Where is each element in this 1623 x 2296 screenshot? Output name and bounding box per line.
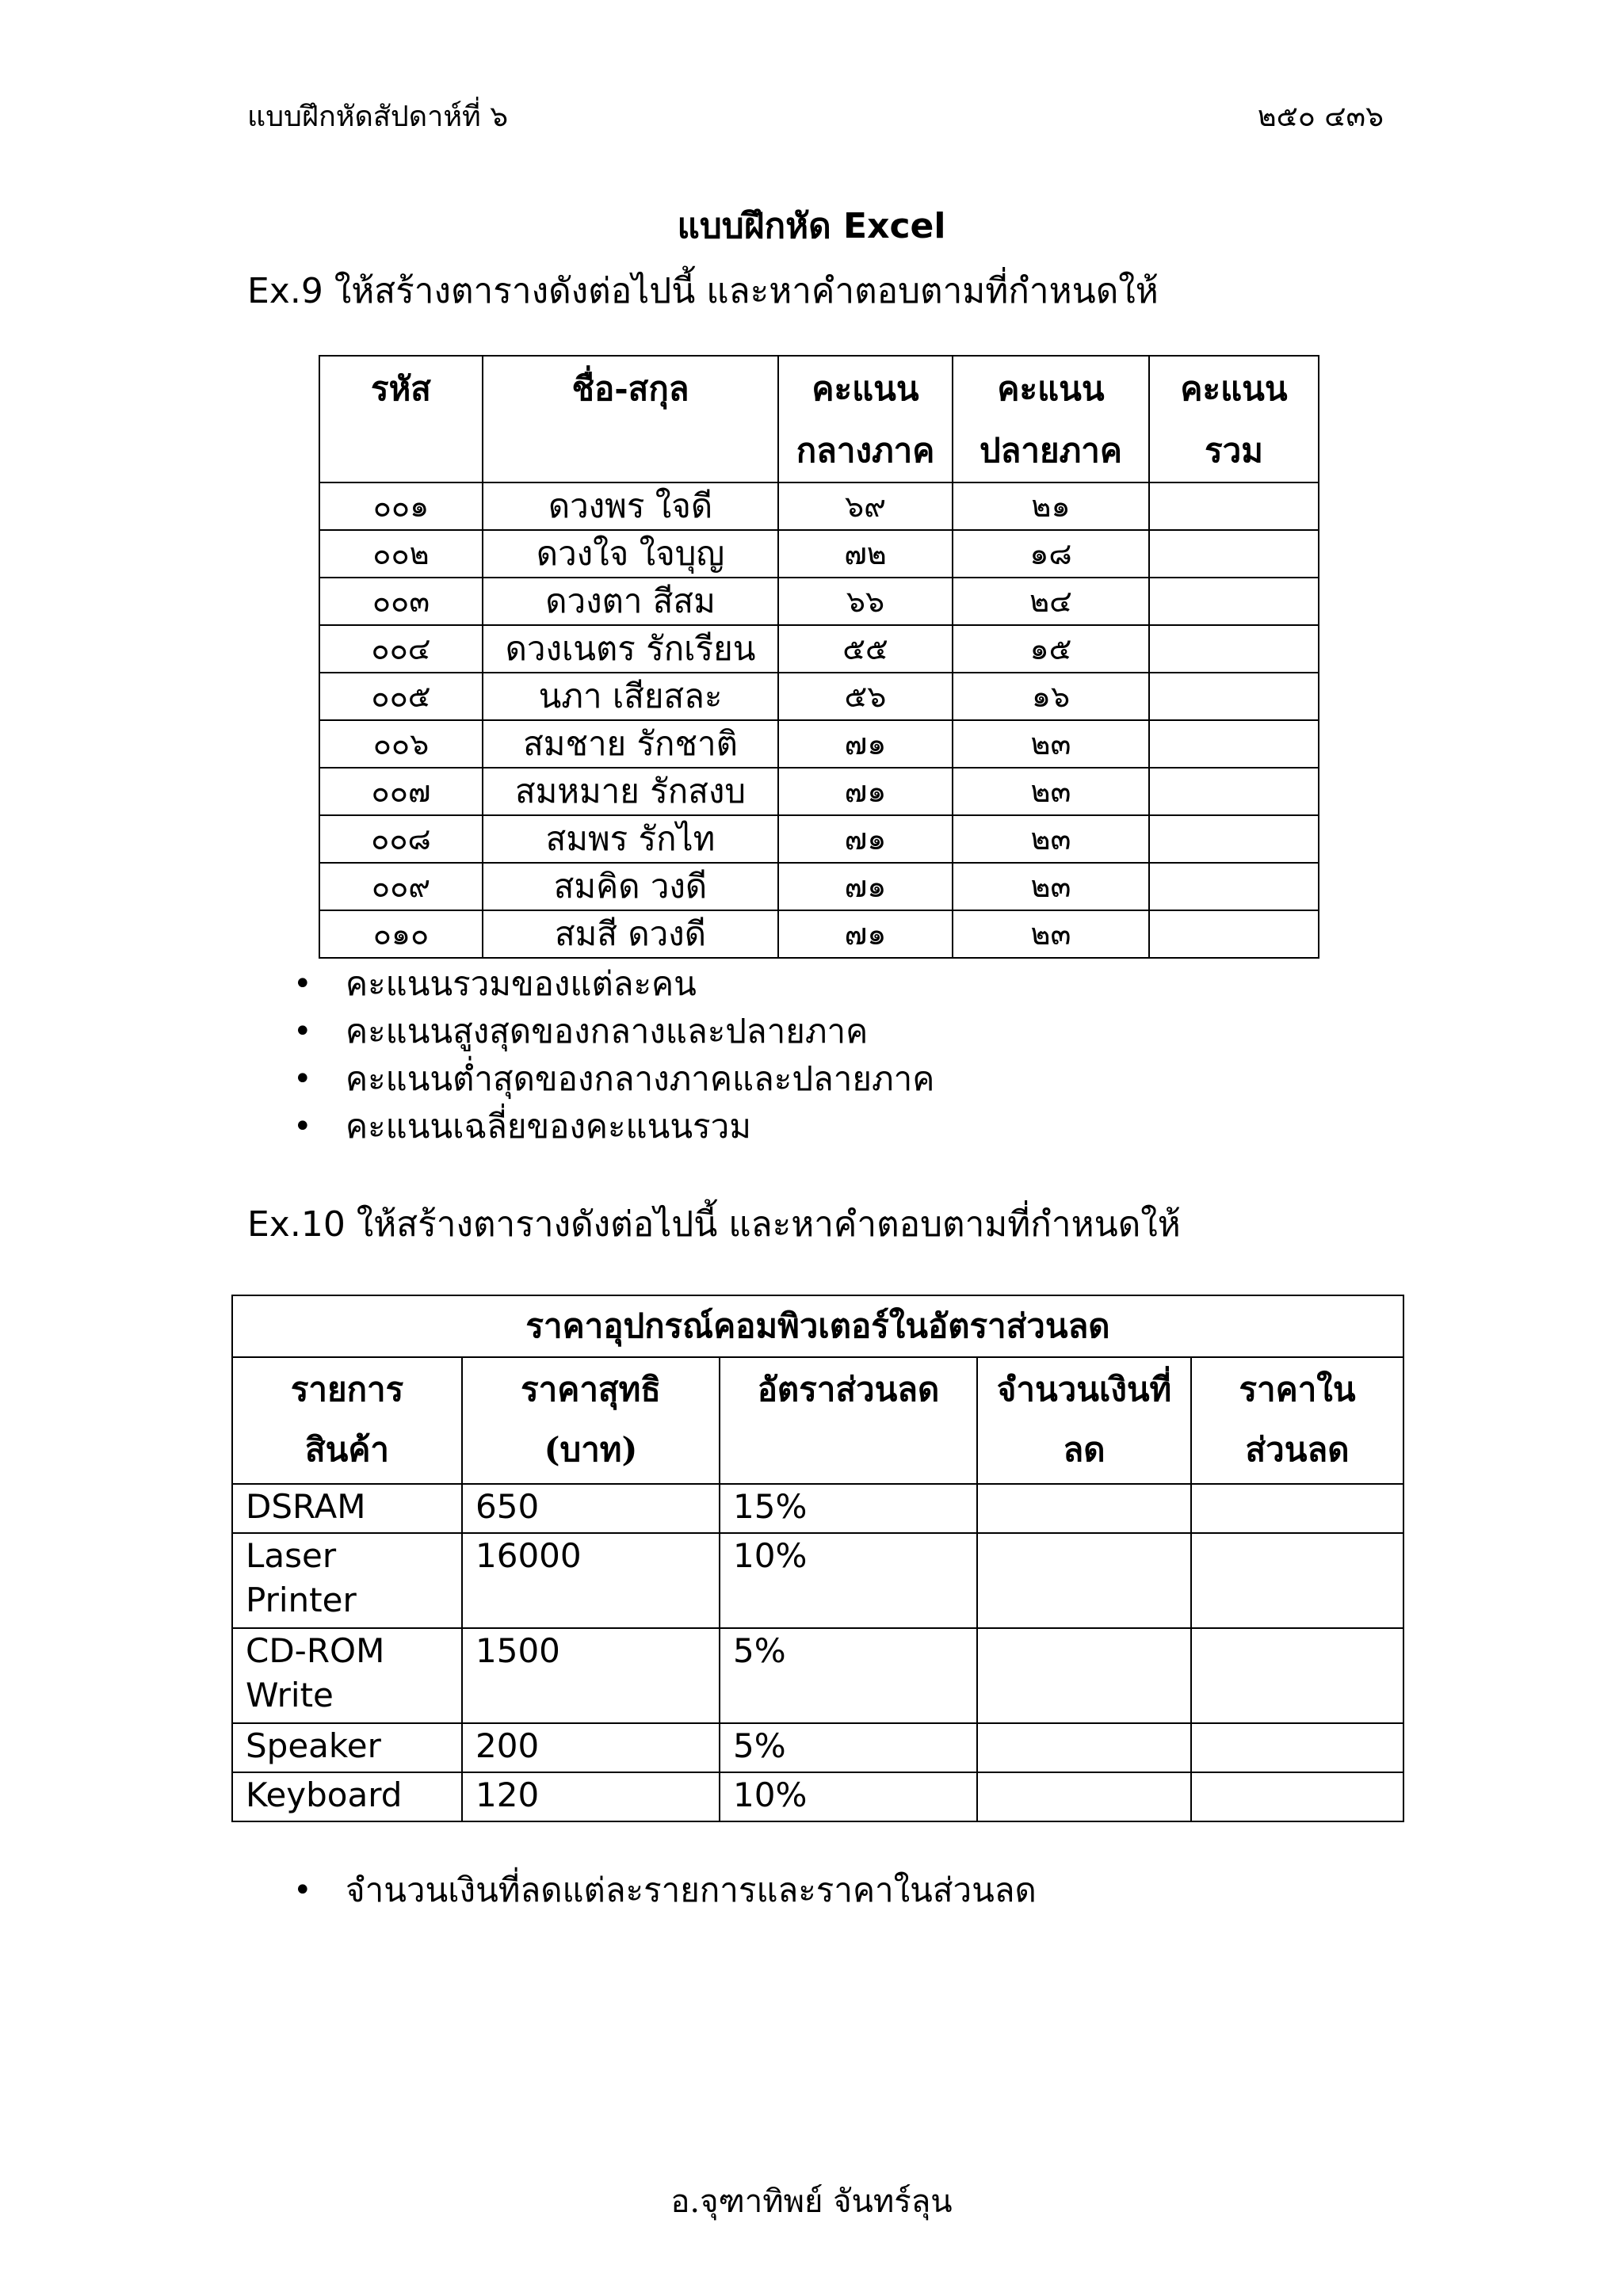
student-id: ๐๐๙	[319, 863, 483, 910]
table-row	[319, 910, 1319, 958]
total-score	[1149, 530, 1319, 578]
discount-rate: 10%	[720, 1533, 977, 1628]
discount-rate: 5%	[720, 1628, 977, 1723]
table-row	[232, 1533, 1403, 1628]
discount-amount	[977, 1723, 1191, 1772]
final-score: ๒๑	[953, 482, 1149, 530]
final-score: ๒๓	[953, 815, 1149, 863]
item-name	[232, 1723, 462, 1772]
student-name: ดวงตา สีสม	[483, 578, 778, 625]
student-name: ดวงใจ ใจบุญ	[483, 530, 778, 578]
student-id: ๐๐๗	[319, 768, 483, 815]
final-score: ๑๘	[953, 530, 1149, 578]
final-score: ๑๖	[953, 673, 1149, 720]
total-score	[1149, 910, 1319, 958]
list-item: • คะแนนต่ำสุดของกลางภาคและปลายภาค	[293, 1055, 934, 1103]
final-score: ๒๓	[953, 863, 1149, 910]
net-price: 120	[462, 1772, 720, 1821]
header-line: ราคาสุทธิ	[521, 1370, 661, 1409]
table-row	[319, 625, 1319, 673]
total-score	[1149, 863, 1319, 910]
table-row	[319, 673, 1319, 720]
net-price: 650	[462, 1484, 720, 1533]
footer-author: อ.จุฑาทิพย์ จันทร์ลุน	[670, 2183, 953, 2220]
list-item: • คะแนนเฉลี่ยของคะแนนรวม	[293, 1103, 934, 1150]
midterm-score: ๗๑	[778, 768, 953, 815]
table-row	[319, 863, 1319, 910]
midterm-score: ๗๒	[778, 530, 953, 578]
table-row	[232, 1772, 1403, 1821]
total-score	[1149, 815, 1319, 863]
ex10-col-header	[1191, 1357, 1403, 1484]
header-course-code: ๒๕๐ ๔๓๖	[1257, 101, 1384, 133]
item-name-line: Write	[246, 1676, 334, 1714]
final-score: ๒๓	[953, 720, 1149, 768]
discount-rate: 5%	[720, 1723, 977, 1772]
student-id: ๐๑๐	[319, 910, 483, 958]
ex10-header-row	[232, 1357, 1403, 1484]
total-score	[1149, 720, 1319, 768]
final-score: ๒๓	[953, 910, 1149, 958]
midterm-score: ๖๖	[778, 578, 953, 625]
student-name: นภา เสียสละ	[483, 673, 778, 720]
discounted-price	[1191, 1533, 1403, 1628]
item-name-line: DSRAM	[246, 1487, 366, 1526]
student-name: ดวงพร ใจดี	[483, 482, 778, 530]
header-line: คะแนน	[997, 369, 1105, 408]
student-name: สมชาย รักชาติ	[483, 720, 778, 768]
total-score	[1149, 673, 1319, 720]
ex10-table-title: ราคาอุปกรณ์คอมพิวเตอร์ในอัตราส่วนลด	[232, 1295, 1403, 1357]
discount-amount	[977, 1772, 1191, 1821]
header-line: อัตราส่วนลด	[757, 1370, 940, 1409]
list-item: • คะแนนรวมของแต่ละคน	[293, 960, 934, 1008]
student-name: สมพร รักไท	[483, 815, 778, 863]
header-line: ส่วนลด	[1245, 1430, 1350, 1469]
header-line: คะแนน	[812, 369, 919, 408]
header-line: ราคาใน	[1239, 1370, 1356, 1409]
ex10-price-table	[231, 1295, 1404, 1822]
header-line: ลด	[1063, 1430, 1106, 1469]
final-score: ๒๓	[953, 768, 1149, 815]
student-id: ๐๐๑	[319, 482, 483, 530]
net-price: 200	[462, 1723, 720, 1772]
table-row	[319, 815, 1319, 863]
total-score	[1149, 768, 1319, 815]
ex9-col-header	[953, 356, 1149, 482]
table-row	[319, 720, 1319, 768]
header-line: (บาท)	[544, 1430, 638, 1469]
student-name: สมสี ดวงดี	[483, 910, 778, 958]
ex10-title-row	[232, 1295, 1403, 1357]
total-score	[1149, 482, 1319, 530]
ex10-col-header	[232, 1357, 462, 1484]
midterm-score: ๗๑	[778, 815, 953, 863]
header-line: สินค้า	[304, 1430, 390, 1469]
discount-amount	[977, 1628, 1191, 1723]
ex9-col-header	[778, 356, 953, 482]
item-name	[232, 1772, 462, 1821]
discounted-price	[1191, 1484, 1403, 1533]
discounted-price	[1191, 1772, 1403, 1821]
ex9-col-header	[1149, 356, 1319, 482]
student-name: สมหมาย รักสงบ	[483, 768, 778, 815]
document-title: แบบฝึกหัด Excel	[677, 206, 946, 246]
student-id: ๐๐๕	[319, 673, 483, 720]
ex9-task-list	[293, 960, 934, 1150]
header-line: คะแนน	[1180, 369, 1288, 408]
ex10-col-header	[720, 1357, 977, 1484]
final-score: ๑๕	[953, 625, 1149, 673]
midterm-score: ๖๙	[778, 482, 953, 530]
student-id: ๐๐๓	[319, 578, 483, 625]
header-line: รายการ	[290, 1370, 404, 1409]
total-score	[1149, 625, 1319, 673]
ex9-col-header	[319, 356, 483, 482]
ex9-col-header	[483, 356, 778, 482]
final-score: ๒๔	[953, 578, 1149, 625]
header-course-label: แบบฝึกหัดสัปดาห์ที่ ๖	[247, 101, 509, 133]
net-price: 16000	[462, 1533, 720, 1628]
midterm-score: ๗๑	[778, 720, 953, 768]
item-name	[232, 1628, 462, 1723]
midterm-score: ๕๖	[778, 673, 953, 720]
discounted-price	[1191, 1628, 1403, 1723]
net-price: 1500	[462, 1628, 720, 1723]
table-row	[319, 530, 1319, 578]
header-line: กลางภาค	[796, 431, 935, 470]
table-row	[232, 1628, 1403, 1723]
discount-rate: 15%	[720, 1484, 977, 1533]
table-row	[319, 768, 1319, 815]
table-row	[232, 1484, 1403, 1533]
ex10-col-header	[462, 1357, 720, 1484]
student-id: ๐๐๘	[319, 815, 483, 863]
midterm-score: ๗๑	[778, 910, 953, 958]
ex10-instruction: Ex.10 ให้สร้างตารางดังต่อไปนี้ และหาคำตอบตามที่กำหนดให้	[247, 1204, 1181, 1245]
student-id: ๐๐๔	[319, 625, 483, 673]
list-item: • จำนวนเงินที่ลดแต่ละรายการและราคาในส่วนลด	[293, 1867, 1037, 1914]
student-id: ๐๐๖	[319, 720, 483, 768]
item-name-line: Laser	[246, 1536, 337, 1575]
table-row	[319, 482, 1319, 530]
discount-amount	[977, 1484, 1191, 1533]
midterm-score: ๗๑	[778, 863, 953, 910]
list-item: • คะแนนสูงสุดของกลางและปลายภาค	[293, 1008, 934, 1055]
item-name-line: CD-ROM	[246, 1631, 385, 1670]
student-name: สมคิด วงดี	[483, 863, 778, 910]
discounted-price	[1191, 1723, 1403, 1772]
ex9-instruction: Ex.9 ให้สร้างตารางดังต่อไปนี้ และหาคำตอบตามที่กำหนดให้	[247, 271, 1159, 311]
item-name-line: Keyboard	[246, 1775, 403, 1814]
header-line: รวม	[1205, 431, 1263, 470]
item-name-line: Printer	[246, 1581, 357, 1619]
header-line: ปลายภาค	[980, 431, 1122, 470]
student-id: ๐๐๒	[319, 530, 483, 578]
ex10-task-list	[293, 1867, 1037, 1914]
item-name	[232, 1484, 462, 1533]
student-name: ดวงเนตร รักเรียน	[483, 625, 778, 673]
ex9-score-table	[319, 355, 1319, 959]
header-line: ชื่อ-สกุล	[571, 369, 689, 408]
ex9-header-row	[319, 356, 1319, 482]
discount-rate: 10%	[720, 1772, 977, 1821]
ex10-col-header	[977, 1357, 1191, 1484]
header-line: จำนวนเงินที่	[996, 1370, 1172, 1409]
item-name	[232, 1533, 462, 1628]
table-row	[232, 1723, 1403, 1772]
midterm-score: ๕๕	[778, 625, 953, 673]
item-name-line: Speaker	[246, 1726, 381, 1765]
header-line: รหัส	[371, 369, 431, 408]
total-score	[1149, 578, 1319, 625]
discount-amount	[977, 1533, 1191, 1628]
table-row	[319, 578, 1319, 625]
